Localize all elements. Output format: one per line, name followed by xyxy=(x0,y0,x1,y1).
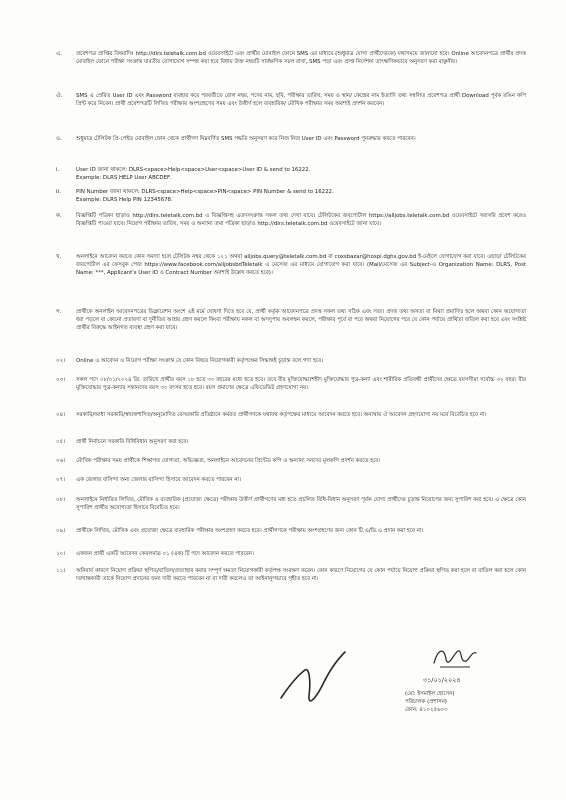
item-label: ০৫। xyxy=(56,439,66,445)
item-label: ০৬। xyxy=(56,458,66,464)
list-item xyxy=(56,166,526,182)
item-text: প্রার্থী নির্বাচনে সরকারি বিধিবিধান অনুসরণ করা হবে। xyxy=(76,439,189,445)
item-text: অনিবার্য কারণে নিয়োগ প্রক্রিয়া স্থগিত/বাতিল/প্রত্যাহার করার সম্পূর্ণ ক্ষমতা নিয়োগকারী কর্তৃপক্ষ সংরক্ষণ করেন। কোন কারণে নিয়োগের যে কোন পর্যায়ে নিয়োগ প্রক্রিয়া স্থগিত করা হলে বা বাতিল করা হলে কোন দরখাস্তকারী তাকে নিয়োগ প্রদানের জন্য দাবী করতে পারবেন না বা দাবী করলেও তা আইনানুগভাবে গৃহীত হবে না। xyxy=(76,568,526,582)
signatory-designation: পরিচালক (প্রশাসন) xyxy=(405,699,447,705)
list-item xyxy=(56,376,526,392)
list-item xyxy=(56,253,526,277)
item-label: খ. xyxy=(56,254,62,260)
item-text: বিজ্ঞপ্তিটি পত্রিকা ছাড়াও http://dlrs.teletalk.com.bd এ বিজ্ঞপ্তিসহ এতদসংক্রান্ত সকল তথ্য দেখা যাবে। টেলিটকের জবপোর্টাল https://alljobs.teletalk.com.bd ওয়েবসাইটে সরাসরি প্রবেশ করেও বিজ্ঞপ্তিটি পাওয়া যাবে। নিয়োগ পরীক্ষার তারিখ, সময় ও অন্যান্য তথ্য পত্রিকা ছাড়াও http://dlrs.teletalk.com.bd ওয়েবসাইটে জানা যাবে। xyxy=(76,213,526,227)
item-label: ও. xyxy=(56,136,62,142)
list-item xyxy=(56,135,526,143)
handwritten-mark xyxy=(275,640,365,715)
item-text: সকল পদে ০৮/০১/২০২৪ খ্রি. তারিখে প্রার্থীর বয়স ১৮ হতে ৩০ বছরের মধ্যে হতে হবে। তবে বীর মুক্তিযোদ্ধা/শহীদ মুক্তিযোদ্ধার পুত্র-কন্যা এবং শারীরিক প্রতিবন্ধী প্রার্থীদের ক্ষেত্রে বয়সসীমা সর্বোচ্চ ৩২ বছর। বীর মুক্তিযোদ্ধার পুত্র-কন্যার সন্তানদের বয়স ৩০ বৎসর হতে হবে। বয়স প্রমাণের ক্ষেত্রে এফিডেভিট গ্রহণযোগ্য নয়। xyxy=(76,377,526,391)
item-text: প্রার্থীকে অনলাইন আবেদনপত্রের ডিক্লারেশন অংশে এই মর্মে ঘোষণা দিতে হবে যে, প্রার্থী কর্তৃক আবেদনপত্রে প্রদত্ত সকল তথ্য সঠিক এবং সত্য। প্রদত্ত তথ্য অসত্য বা মিথ্যা প্রমাণিত হলে অথবা কোন অযোগ্যতা ধরা পড়লে বা কোনো প্রতারণা বা দুর্নীতির আশ্রয় গ্রহণ করলে কিংবা পরীক্ষায় নকল বা অসদুপায় অবলম্বন করলে, পরীক্ষার পূর্বে বা পরে অথবা নিয়োগের পরে যে কোন পর্যায়ে প্রার্থিতা বাতিল করা হবে এবং সংশ্লিষ্ট প্রার্থীর বিরুদ্ধে আইনগত ব্যবস্থা গ্রহণ করা যাবে। xyxy=(76,309,526,331)
item-text: PIN Number জানা থাকলে: DLRS<space>Help<space>PIN<space> PIN Number & send to 16222. xyxy=(76,189,334,195)
list-item xyxy=(56,50,526,66)
item-label: ১০। xyxy=(56,551,66,557)
signature-block xyxy=(405,676,525,714)
list-item xyxy=(56,457,526,465)
list-item xyxy=(56,496,526,512)
list-item xyxy=(56,357,526,365)
item-label: ০৮। xyxy=(56,497,66,503)
item-label: গ. xyxy=(56,309,62,315)
item-text: এক জেলার বাসিন্দা অন্য জেলার বাসিন্দা হিসাবে আবেদন করতে পারবেন না। xyxy=(76,477,242,483)
item-text: প্রবেশপত্র প্রাপ্তির বিষয়াদিঃ http://dlrs.teletalk.com.bd ওয়েবসাইটে এবং প্রার্থীর মোবাইল ফোনে SMS এর মাধ্যমে (শুধুমাত্র যোগ্য প্রার্থীদেরকে) যথাসময়ে জানানো হবে। Online আবেদনপত্রে প্রার্থীর প্রদত্ত মোবাইল ফোনে পরীক্ষা সংক্রান্ত যাবতীয় যোগাযোগ সম্পন্ন করা হবে বিধায় উক্ত নম্বরটি সার্বক্ষণিক সচল রাখা, SMS পড়া এবং প্রাপ্ত নির্দেশনা তাৎক্ষণিকভাবে অনুসরণ করা বাঞ্ছনীয়। xyxy=(76,51,526,65)
list-item xyxy=(56,567,526,583)
signature-date: ৩১/০১/২০২৪ xyxy=(423,676,461,684)
list-item xyxy=(56,188,526,204)
item-label: ০৭। xyxy=(56,477,66,483)
item-label: ii. xyxy=(56,189,61,195)
item-text: অনলাইনে আবেদন করতে কোন সমস্যা হলে টেলিটক নম্বর থেকে ১২১ অথবা alljobs.query@teletalk.com.bd বা coxsbazar@hospi.dghs.gov.bd ই-মেইলে যোগাযোগ করা যাবে। এছাড়া টেলিটকের জবপোর্টাল এর ফেসবুক পেজ https://www.facebook.com/alljobsbdTeletalk এ মেসেজ এর মাধ্যমে যোগাযোগ করা যাবে। (Mail/মেসেজ এর Subject-এ Organization Name: DLRS, Post Name: ***, Applicant's User ID ও Contract Number অবশ্যই উল্লেখ করতে হবে)। xyxy=(76,254,526,276)
list-item xyxy=(56,92,526,108)
item-text: শুধুমাত্র টেলিটক প্রি-পেইড মোবাইল ফোন থেকে প্রার্থীগণ নিম্নবর্ণিত SMS পদ্ধতি অনুসরণ করে নিজ নিজ User ID এবং Password পুনরুদ্ধার করতে পারবেন। xyxy=(76,136,416,142)
item-text: একজন প্রার্থী একটি আবেদন কেবলমাত্র ০১ (এক) টি পদে আবেদন করতে পারবেন। xyxy=(76,551,254,557)
item-label: ১১। xyxy=(56,568,66,574)
signatory-phone: ফোন: ৪১০২৫৬০৩ xyxy=(405,707,448,713)
item-label: ০২। xyxy=(56,358,66,364)
signature-scribble xyxy=(430,643,480,673)
item-label: ঐ. xyxy=(56,93,63,99)
list-item xyxy=(56,438,526,446)
list-item xyxy=(56,212,526,228)
list-item xyxy=(56,550,526,558)
list-item xyxy=(56,308,526,332)
item-label: ০৩। xyxy=(56,377,66,383)
item-label: i. xyxy=(56,167,60,173)
item-label: ক. xyxy=(56,213,62,219)
item-example: Example: DLRS Help PIN 12345678. xyxy=(76,197,173,203)
item-example: Example: DLRS HELP User ABCDEF. xyxy=(76,175,171,181)
list-item xyxy=(56,527,526,535)
item-label: এ. xyxy=(56,51,63,57)
item-label: ০৯। xyxy=(56,528,66,534)
item-text: User ID জানা থাকলে: DLRS<space>Help<space>User<space>User ID & send to 16222. xyxy=(76,167,311,173)
item-text: অনলাইনে নির্ধারিত লিখিত, মৌখিক ও ব্যবহারিক (প্রযোজ্য ক্ষেত্রে) পরীক্ষায় উত্তীর্ণ প্রার্থীগণের মধ্য হতে প্রচলিত বিধি-বিধান অনুসরণ পূর্বক যোগ্য প্রার্থীদের চূড়ান্ত নিয়োগের জন্য সুপারিশ করা হবে। এ ক্ষেত্রে কোন সুপারিশ প্রার্থীর অযোগ্যতা হিসাবে বিবেচিত হবে। xyxy=(76,497,526,511)
item-text: SMS এ প্রেরিত User ID এবং Password ব্যবহার করে পরবর্তীতে রোল নম্বর, পদের নাম, ছবি, পরীক্ষার তারিখ, সময় ও স্থান/ কেন্দ্রের নাম ইত্যাদি তথ্য সম্বলিত প্রবেশপত্র প্রার্থী Download পূর্বক রঙিন কপি প্রিন্ট করে নিবেন। প্রার্থী প্রবেশপত্রটি লিখিত পরীক্ষায় অংশগ্রহণের সময় এবং উত্তীর্ণ হলে ব্যবহারিক/ মৌখিক পরীক্ষার সময় অবশ্যই প্রদর্শন করবেন। xyxy=(76,93,526,107)
item-text: সরকারি/আধা সরকারি/স্বায়ত্তশাসিত/অনুমোদিত বেসরকারি প্রতিষ্ঠানে কর্মরত প্রার্থীগণকে যথাযথ কর্তৃপক্ষের মাধ্যমে আবেদন করতে হবে। অন্যথায় ঐ আবেদন গ্রহণযোগ্য নয় মর্মে বিবেচিত হবে না। xyxy=(76,412,487,418)
signatory-name: (মো: ইসমাইল হোসেন) xyxy=(405,691,455,697)
item-text: মৌখিক পরীক্ষার সময় প্রার্থীকে শিক্ষাগত যোগ্যতা, অভিজ্ঞতা, অনলাইনে আবেদনের প্রিন্টেড কপি ও অন্যান্য সনদের মূলকপি প্রদর্শন করতে হবে। xyxy=(76,458,381,464)
item-text: প্রার্থীকে লিখিত, মৌখিক এবং প্রযোজ্য ক্ষেত্রে ব্যবহারিক পরীক্ষায় অংশগ্রহণ করতে হবে। প্রার্থীগণকে পরীক্ষায় অংশগ্রহণের জন্য কোন টি.এ/ডি.এ প্রদান করা হবে না। xyxy=(76,528,424,534)
item-text: Online এ আবেদন ও নিয়োগ পরীক্ষা সংক্রান্ত যে কোন বিষয়ে নিয়োগকারী কর্তৃপক্ষের সিদ্ধান্তই চূড়ান্ত বলে গণ্য হবে। xyxy=(76,358,323,364)
list-item xyxy=(56,476,526,484)
list-item xyxy=(56,411,526,419)
item-label: ০৪। xyxy=(56,412,66,418)
